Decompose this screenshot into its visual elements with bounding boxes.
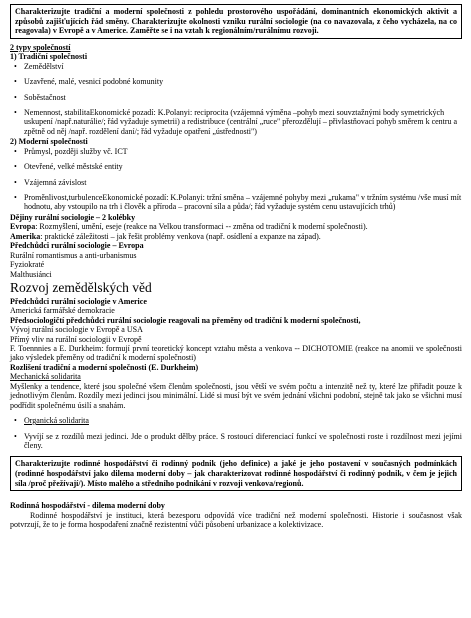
section-societies bbox=[10, 43, 462, 212]
history-europe bbox=[10, 222, 462, 231]
development-line: Vývoj rurální sociologie v Evropě a USA bbox=[10, 325, 143, 335]
predecessor-item: Fyziokraté bbox=[10, 260, 45, 270]
predecessors-heading: Předchůdci rurální sociologie – Evropa bbox=[10, 241, 144, 251]
list-item: • Nemennost, stabilitaEkonomické pozadí: K.Polanyi: reciprocita (vzájemná výměna –pohyb mezi souvztažnými body symetrických uskupení /např.naturálie/; řád vyžaduje symetrii) a redistribuce (centrální „ruce" přerozdělují – přivlastňovací pohyb směrem k centru a zpětně od něj /např. rozdělení daní/; řád vyžaduje opatření „ústřednosti") bbox=[10, 108, 462, 136]
list-item: • Zemědělství bbox=[10, 62, 462, 71]
list-item: • Uzavřené, malé, vesnicí podobné komunity bbox=[10, 77, 462, 86]
traditional-heading: 1) Tradiční společnosti bbox=[10, 52, 88, 62]
predecessor-item: Malthusiánci bbox=[10, 269, 52, 279]
europe-label: Evropa bbox=[10, 222, 36, 232]
america-predecessors-heading: Předchůdci rurální sociologie v Americe bbox=[10, 296, 147, 306]
modern-heading: 2) Moderní společnosti bbox=[10, 137, 88, 147]
list-item: • Proměnlivost,turbulenceEkonomické pozadí: K.Polanyi: tržní směna – vzájemné pohyby mezi „rukama" v tržním systému /vše musí mít hodnotu, aby vstoupilo na trh i člověk a příroda – pracovní síla a půda/; řád vyžaduje systém cenu ustavujících trhů) bbox=[10, 193, 462, 212]
europe-text: : Rozmyšlení, umění, eseje (reakce na Velkou transformaci -- změna od tradiční k moderní společnosti). bbox=[35, 222, 368, 232]
section-development bbox=[10, 281, 462, 450]
mechanical-text: Myšlenky a tendence, které jsou společné všem členům společnosti, jsou větší ve svém počtu a intenzitě než ty, které lze přiřadit pouze k jednotlivým členům. Rozdíly mezi jedinci jsou minimální. Lidé si musí být ve svém jednání všichni podobní, stejně tak jako se všichni musí podřídit společnému úsilí a snahám. bbox=[10, 381, 462, 410]
section-family-farm bbox=[10, 501, 462, 529]
tonnies-paragraph: F. Toennnies a E. Durkheim: formují první teoretický koncept vztahu města a venkova -- DICHOTOMIE (reakce na anomii ve společnosti jako výsledek přeměny od tradiční k moderní společnosti) bbox=[10, 344, 462, 363]
list-item: • Vzájemná závislost bbox=[10, 178, 462, 187]
history-heading: Dějiny rurální sociologie – 2 kolébky bbox=[10, 212, 136, 222]
traditional-list bbox=[10, 62, 462, 137]
family-farm-heading: Rodinná hospodářství - dilema moderní doby bbox=[10, 501, 165, 511]
mechanical-heading: Mechanická solidarita bbox=[10, 372, 81, 382]
modern-list bbox=[10, 147, 462, 212]
america-text: : praktické záležitosti – jak řešit problémy venkova (např. osídlení a expanze na západ). bbox=[40, 231, 321, 241]
reaction-heading: Předsociologičtí předchůdci rurální sociologie reagovali na přeměny od tradiční k moderní společnosti, bbox=[10, 315, 361, 325]
question-box-1: Charakterizujte tradiční a moderní společnosti z pohledu prostorového uspořádání, dominantních ekonomických aktivit a způsobů zajišťujících řád směny. Charakterizujte okolnosti vzniku rurální sociologie (na co navazovala, z čeho vycházela, na co reagovala) v Evropě a v Americe. Zaměřte se i na vztah k regionálním/rurálnímu rozvoji. bbox=[10, 4, 462, 39]
spacer bbox=[10, 491, 462, 501]
development-line: Přímý vliv na rurální sociologii v Evropě bbox=[10, 334, 142, 344]
development-title: Rozvoj zemědělských věd bbox=[10, 279, 152, 295]
predecessor-item: Rurální romantismus a anti-urbanismus bbox=[10, 250, 137, 260]
section-heading: 2 typy společností bbox=[10, 42, 71, 52]
organic-text: • Vyvíjí se z rozdílů mezi jedinci. Jde o produkt dělby práce. S rostoucí diferenciací funkcí ve společnosti roste i rozdílnost mezi jejími členy. bbox=[10, 432, 462, 451]
history-america bbox=[10, 232, 462, 241]
section-history bbox=[10, 213, 462, 279]
distinction-heading: Rozlišení tradiční a moderní společnosti (E. Durkheim) bbox=[10, 362, 199, 372]
organic-heading: • Organická solidarita bbox=[10, 416, 462, 425]
america-label: Amerika bbox=[10, 231, 41, 241]
list-item: • Průmysl, později služby vč. ICT bbox=[10, 147, 462, 156]
list-item: • Otevřené, velké městské entity bbox=[10, 162, 462, 171]
list-item: • Soběstačnost bbox=[10, 93, 462, 102]
america-predecessor-item: Americká farmářské demokracie bbox=[10, 306, 115, 316]
organic-text-list bbox=[10, 432, 462, 451]
family-farm-text: Rodinné hospodářství je instituci, která bezesporu odpovídá více tradiční než moderní společnosti. Historie i současnost však potvrzují, že to je forma hospodaření značně rezistentní vůči působení urbanizace a kolektivizace. bbox=[10, 510, 462, 530]
document-page bbox=[10, 4, 462, 529]
organic-list bbox=[10, 416, 462, 425]
question-box-2: Charakterizujte rodinné hospodářství či rodinný podnik (jeho definice) a jaké je jeho postavení v současných podmínkách (rodinné hospodářství jako dilema moderní doby – jak charakterizovat rodinné hospodářství či rodinný podnik, v čem je jejich síla /proč přežívají/). Místo malého a středního podnikání v rozvoji venkova/regionů. bbox=[10, 456, 462, 491]
